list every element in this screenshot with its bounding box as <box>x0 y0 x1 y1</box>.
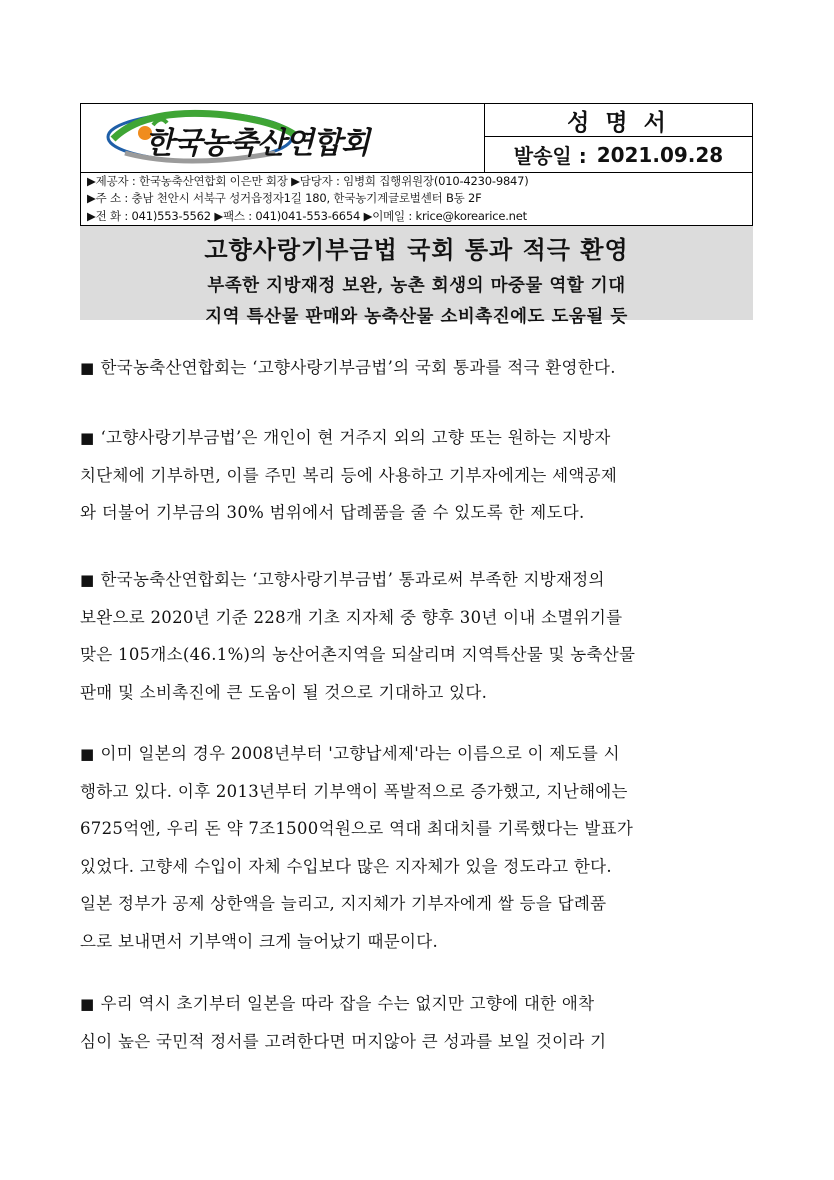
headline-banner <box>80 226 753 327</box>
paragraph-line: 으로 보내면서 기부액이 크게 늘어났기 때문이다. <box>80 931 439 951</box>
paragraph-line: ‘고향사랑기부금법’은 개인이 현 거주지 외의 고향 또는 원하는 지방자 <box>100 428 611 447</box>
headline-title: 고향사랑기부금법 국회 통과 적극 환영 <box>204 236 629 264</box>
headline-subtitle-2: 지역 특산물 판매와 농축산물 소비촉진에도 도움될 듯 <box>205 307 628 327</box>
date-cell <box>485 137 752 173</box>
header-box <box>80 103 753 226</box>
doc-type-cell <box>485 104 752 137</box>
paragraph-line: 한국농축산연합회는 ‘고향사랑기부금법’ 통과로써 부족한 지방재정의 <box>100 570 605 589</box>
paragraph-line: 치단체에 기부하면, 이를 주민 복리 등에 사용하고 기부자에게는 세액공제 <box>80 465 618 485</box>
doc-type: 성 명 서 <box>567 109 670 136</box>
paragraph-line: 판매 및 소비촉진에 큰 도움이 될 것으로 기대하고 있다. <box>80 682 488 702</box>
contact-address: ▶주 소 : 충남 천안시 서북구 성거읍정자1길 180, 한국농기계글로벌센터 B동 2F <box>87 191 482 206</box>
paragraph-1 <box>80 349 760 387</box>
paragraph-line: 한국농축산연합회는 ‘고향사랑기부금법’의 국회 통과를 적극 환영한다. <box>100 358 616 377</box>
logo-cell <box>81 104 485 173</box>
contact-info <box>81 173 752 225</box>
contact-provider: ▶제공자 : 한국농축산연합회 이은만 회장 ▶담당자 : 임병희 집행위원장(010-4230-9847) <box>87 174 529 188</box>
bullet-icon: ■ <box>80 429 95 447</box>
paragraph-3 <box>80 561 760 711</box>
paragraph-2 <box>80 419 760 532</box>
organization-name: 한국농축산연합회 <box>145 126 369 161</box>
headline-subtitle-1: 부족한 지방재정 보완, 농촌 회생의 마중물 역할 기대 <box>207 276 626 296</box>
paragraph-line: 행하고 있다. 이후 2013년부터 기부액이 폭발적으로 증가했고, 지난해에는 <box>80 781 628 801</box>
bullet-icon: ■ <box>80 745 95 763</box>
paragraph-line: 우리 역시 초기부터 일본을 따라 잡을 수는 없지만 고향에 대한 애착 <box>100 994 595 1013</box>
contact-phone-email: ▶전 화 : 041)553-5562 ▶팩스 : 041)041-553-6654 ▶이메일 : krice@korearice.net <box>87 208 527 223</box>
paragraph-line: 있었다. 고향세 수입이 자체 수입보다 많은 지자체가 있을 정도라고 한다. <box>80 856 612 876</box>
bullet-icon: ■ <box>80 359 95 377</box>
paragraph-line: 일본 정부가 공제 상한액을 늘리고, 지지체가 기부자에게 쌀 등을 답례품 <box>80 894 607 913</box>
date-value: 2021.09.28 <box>596 142 724 167</box>
paragraph-4 <box>80 735 760 960</box>
paragraph-5 <box>80 985 760 1060</box>
paragraph-line: 보완으로 2020년 기준 228개 기초 지자체 중 향후 30년 이내 소멸위기를 <box>80 607 623 627</box>
paragraph-line: 심이 높은 국민적 정서를 고려한다면 머지않아 큰 성과를 보일 것이라 기 <box>80 1031 607 1051</box>
bullet-icon: ■ <box>80 995 95 1013</box>
date-label: 발송일 : <box>513 144 587 168</box>
paragraph-line: 이미 일본의 경우 2008년부터 '고향납세제'라는 이름으로 이 제도를 시 <box>100 744 620 763</box>
paragraph-line: 6725억엔, 우리 돈 약 7조1500억원으로 역대 최대치를 기록했다는 발표가 <box>80 819 634 838</box>
paragraph-line: 맞은 105개소(46.1%)의 농산어촌지역을 되살리며 지역특산물 및 농축산물 <box>80 645 636 664</box>
bullet-icon: ■ <box>80 571 95 589</box>
paragraph-line: 와 더불어 기부금의 30% 범위에서 답례품을 줄 수 있도록 한 제도다. <box>80 503 585 522</box>
